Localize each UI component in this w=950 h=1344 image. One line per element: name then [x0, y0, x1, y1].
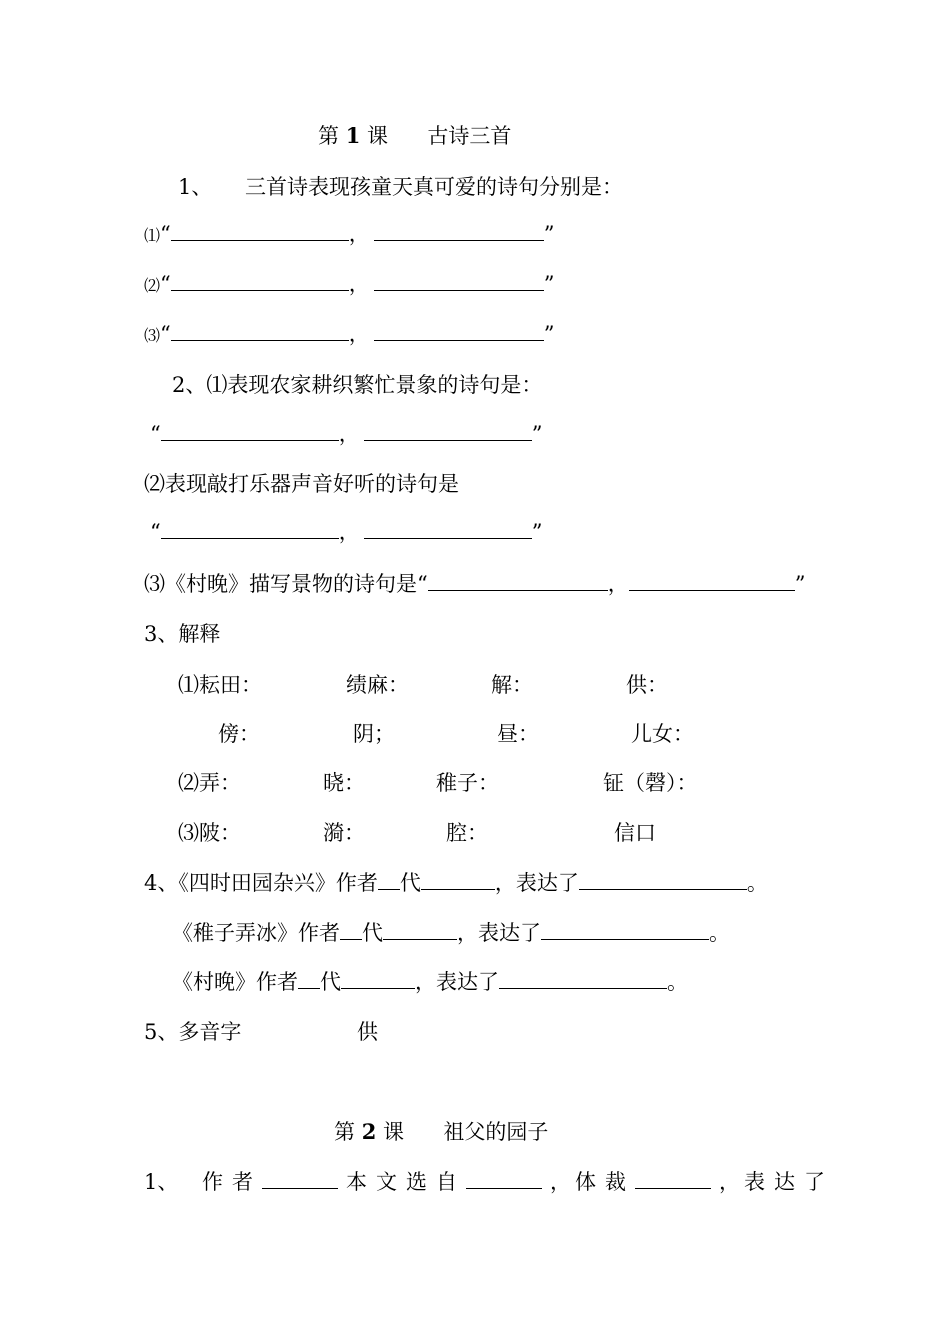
source-blank[interactable] — [466, 1168, 542, 1189]
q1-item-2 — [144, 270, 555, 300]
comma: ， — [348, 322, 370, 346]
q3-term: 供： — [626, 673, 668, 697]
l2-q1-line — [202, 1168, 834, 1196]
theme-blank[interactable] — [499, 968, 667, 989]
q2-part3-text: ⑶《村晚》描写景物的诗句是“ — [144, 572, 428, 596]
source-label: 本文选自 — [346, 1170, 466, 1194]
q4-line-2 — [172, 919, 730, 947]
item-label: ⑴ — [144, 226, 161, 245]
dynasty-label: 代 — [399, 871, 421, 895]
answer-blank[interactable] — [428, 570, 608, 591]
dynasty-blank[interactable] — [340, 919, 362, 940]
answer-blank[interactable] — [171, 270, 349, 291]
answer-blank[interactable] — [374, 220, 544, 241]
lesson1-title — [318, 122, 511, 150]
comma: ， — [719, 1170, 740, 1194]
dynasty-label: 代 — [320, 970, 341, 994]
comma: ， — [348, 272, 370, 296]
lesson2-title — [334, 1118, 548, 1146]
title-number: 1 — [345, 123, 361, 148]
close-quote: ” — [794, 572, 806, 596]
open-quote: “ — [150, 520, 161, 544]
answer-blank[interactable] — [629, 570, 795, 591]
author-blank[interactable] — [341, 968, 415, 989]
answer-blank[interactable] — [171, 220, 349, 241]
q1-item-3 — [144, 320, 555, 350]
q4-prefix: 《稚子弄冰》作者 — [172, 921, 340, 945]
q4-mid: ，表达了 — [415, 970, 499, 994]
theme-blank[interactable] — [579, 869, 747, 890]
q3-term: 阴； — [353, 722, 395, 746]
express-label: 表达了 — [744, 1170, 834, 1194]
q2-part3 — [144, 570, 806, 598]
item-label: ⑵ — [144, 276, 161, 295]
comma: ， — [607, 572, 629, 596]
q4-line-3 — [172, 968, 688, 996]
q4-mid: ，表达了 — [457, 921, 541, 945]
answer-blank[interactable] — [161, 420, 339, 441]
q1-item-1 — [144, 220, 555, 250]
l2-q1-number: 1、 — [144, 1170, 179, 1194]
theme-blank[interactable] — [541, 919, 709, 940]
close-quote: ” — [543, 322, 555, 346]
q3-heading: 3、解释 — [144, 622, 221, 646]
q1-number: 1、 — [178, 175, 213, 199]
title-number: 2 — [361, 1119, 377, 1144]
author-blank[interactable] — [421, 869, 495, 890]
open-quote: “ — [160, 272, 171, 296]
q3-term: ⑵弄： — [178, 771, 241, 795]
q3-term: 傍： — [218, 722, 260, 746]
title-suffix: 课 — [383, 1120, 404, 1144]
q3-term: 儿女： — [631, 722, 694, 746]
q3-term: 腔： — [446, 821, 488, 845]
answer-blank[interactable] — [171, 320, 349, 341]
q3-term: ⑴耘田： — [178, 673, 262, 697]
close-quote: ” — [531, 520, 543, 544]
period: 。 — [667, 970, 688, 994]
q3-term: 钲（磬）： — [603, 771, 698, 795]
close-quote: ” — [543, 272, 555, 296]
author-blank[interactable] — [383, 919, 457, 940]
q3-term: 解： — [491, 673, 533, 697]
title-prefix: 第 — [318, 124, 339, 148]
period: 。 — [746, 871, 768, 895]
answer-blank[interactable] — [374, 320, 544, 341]
q4-line-1 — [144, 869, 768, 897]
title-name: 祖父的园子 — [443, 1120, 549, 1144]
dynasty-blank[interactable] — [378, 869, 400, 890]
close-quote: ” — [543, 222, 555, 246]
q3-term: 漪： — [323, 821, 365, 845]
genre-blank[interactable] — [635, 1168, 711, 1189]
q3-term: 稚子： — [436, 771, 499, 795]
q5-char: 供 — [357, 1020, 378, 1044]
q4-prefix: 4、《四时田园杂兴》作者 — [144, 871, 378, 895]
q4-mid: ，表达了 — [494, 871, 579, 895]
open-quote: “ — [150, 422, 161, 446]
dynasty-blank[interactable] — [298, 968, 320, 989]
comma: ， — [338, 422, 360, 446]
answer-blank[interactable] — [364, 518, 532, 539]
open-quote: “ — [160, 222, 171, 246]
title-suffix: 课 — [367, 124, 388, 148]
open-quote: “ — [160, 322, 171, 346]
comma: ， — [348, 222, 370, 246]
q3-term: 昼： — [497, 722, 539, 746]
q5-heading: 5、多音字 — [144, 1020, 242, 1044]
answer-blank[interactable] — [364, 420, 532, 441]
q3-term: 绩麻： — [346, 673, 409, 697]
item-label: ⑶ — [144, 326, 161, 345]
q4-prefix: 《村晚》作者 — [172, 970, 298, 994]
q3-term: ⑶陂： — [178, 821, 241, 845]
title-prefix: 第 — [334, 1120, 355, 1144]
q1-text: 三首诗表现孩童天真可爱的诗句分别是： — [245, 175, 623, 199]
q2-part1-text: 2、⑴表现农家耕织繁忙景象的诗句是： — [172, 373, 543, 397]
genre-label: 体裁 — [575, 1170, 635, 1194]
comma: ， — [338, 520, 360, 544]
answer-blank[interactable] — [161, 518, 339, 539]
comma: ， — [550, 1170, 571, 1194]
dynasty-label: 代 — [362, 921, 383, 945]
period: 。 — [709, 921, 730, 945]
q2-part2-text: ⑵表现敲打乐器声音好听的诗句是 — [144, 472, 459, 496]
author-blank[interactable] — [262, 1168, 338, 1189]
q3-term: 晓： — [323, 771, 365, 795]
author-label: 作者 — [202, 1170, 262, 1194]
q2-part1-answer — [150, 420, 543, 448]
answer-blank[interactable] — [374, 270, 544, 291]
title-name: 古诗三首 — [427, 124, 512, 148]
q3-term: 信口 — [614, 821, 656, 845]
q2-part2-answer — [150, 518, 543, 546]
close-quote: ” — [531, 422, 543, 446]
